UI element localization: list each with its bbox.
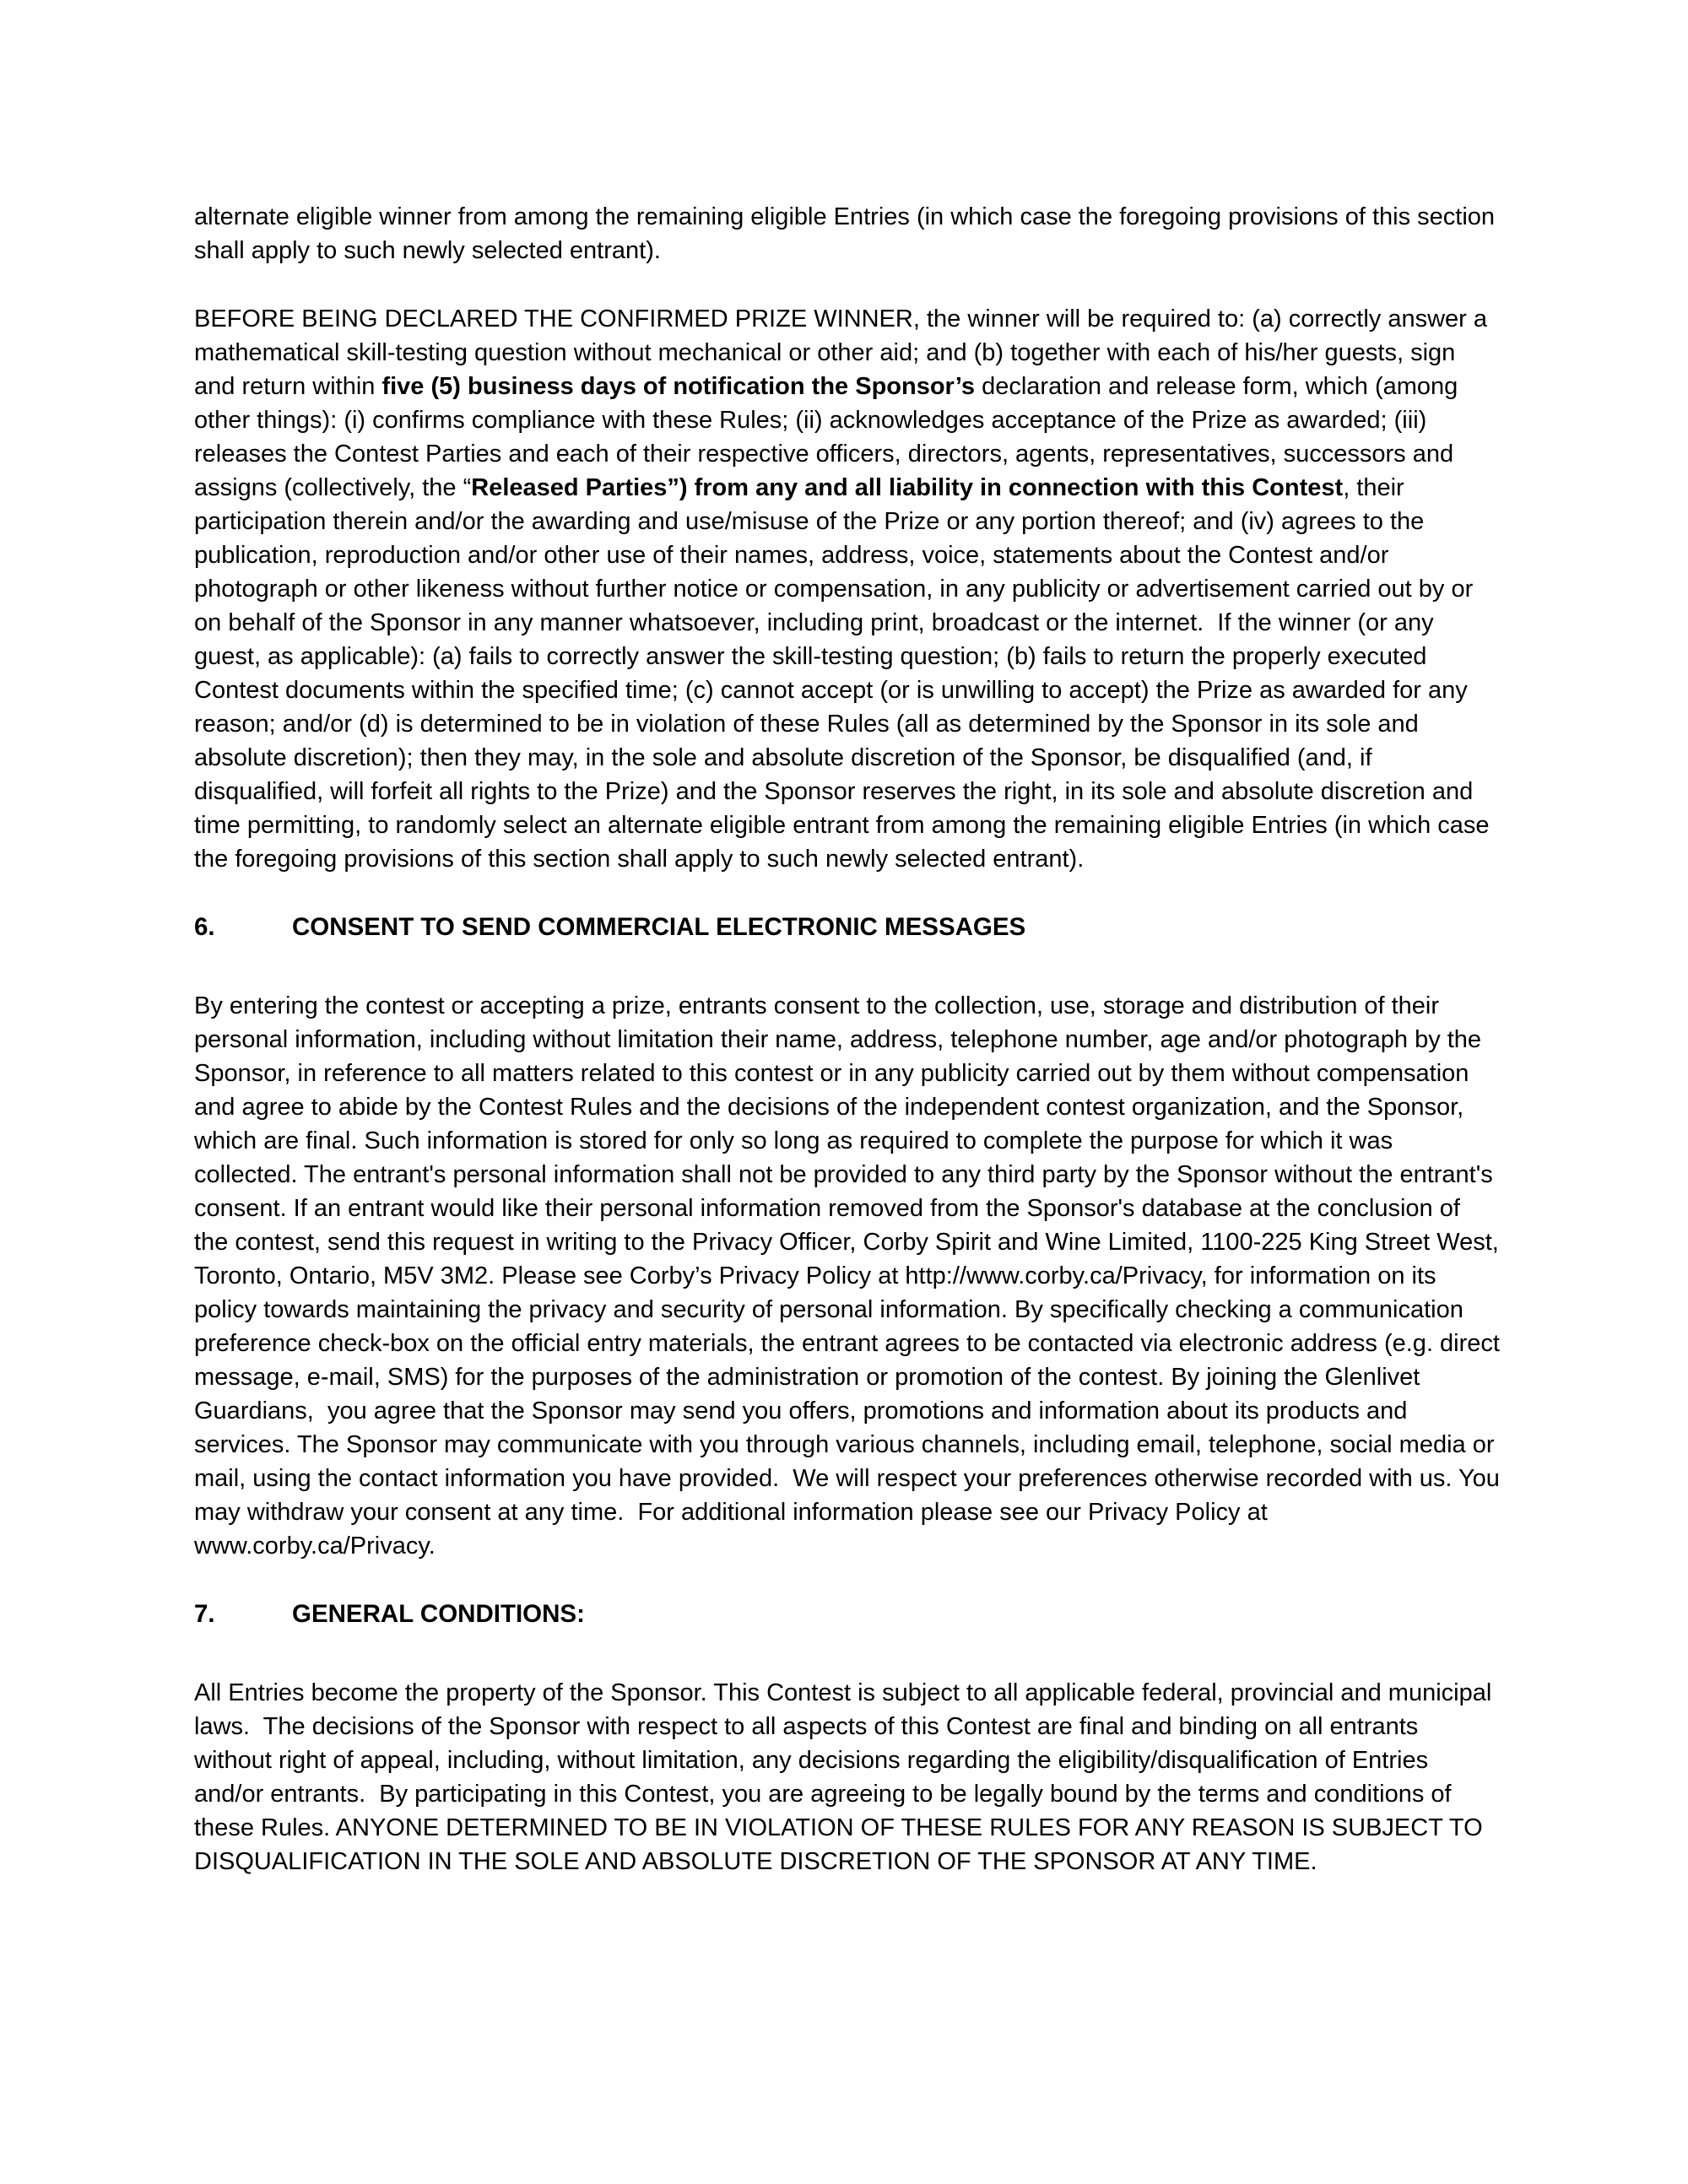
bold-text-run-released-parties: Released Parties”) from any and all liability in connection with this Contest: [471, 474, 1344, 501]
paragraph-general-conditions: [194, 1676, 1501, 1879]
text-run: All Entries become the property of the Sponsor. This Contest is subject to all applicable federal, provincial and municipal laws. The decisions of the Sponsor with respect to all aspects of this Contest are final and binding on all entrants without right of appeal, including, without limitation, any decisions regarding the eligibility/disqualification of Entries and/or entrants. By participating in this Contest, you are agreeing to be legally bound by the terms and conditions of these Rules. ANYONE DETERMINED TO BE IN VIOLATION OF THESE RULES FOR ANY REASON IS SUBJECT TO DISQUALIFICATION IN THE SOLE AND ABSOLUTE DISCRETION OF THE SPONSOR AT ANY TIME.: [194, 1679, 1499, 1875]
section-7-title: GENERAL CONDITIONS:: [292, 1600, 585, 1628]
section-6-number: 6.: [194, 913, 215, 941]
section-7-number: 7.: [194, 1600, 215, 1628]
document-body: [194, 200, 1507, 1913]
paragraph-confirmed-prize-winner: [194, 302, 1501, 876]
section-7-heading: [194, 1597, 1501, 1631]
text-run: alternate eligible winner from among the remaining eligible Entries (in which case the foregoing provisions of this section shall apply to such newly selected entrant).: [194, 203, 1502, 264]
section-6-heading: [194, 911, 1501, 944]
text-run: By entering the contest or accepting a prize, entrants consent to the collection, use, storage and distribution of their personal information, including without limitation their name, address, telephone number, age and/or photograph by the Sponsor, in reference to all matters related to this contest or in any publicity carried out by them without compensation and agree to abide by the Contest Rules and the decisions of the independent contest organization, and the Sponsor, which are final. Such information is stored for only so long as required to complete the purpose for which it was collected. The entrant's personal information shall not be provided to any third party by the Sponsor without the entrant's consent. If an entrant would like their personal information removed from the Sponsor's database at the conclusion of the contest, send this request in writing to the Privacy Officer, Corby Spirit and Wine Limited, 1100-225 King Street West, Toronto, Ontario, M5V 3M2. Please see Corby’s Privacy Policy at http://www.corby.ca/Privacy, for information on its policy towards maintaining the privacy and security of personal information. By specifically checking a communication preference check-box on the official entry materials, the entrant agrees to be contacted via electronic address (e.g. direct message, e-mail, SMS) for the purposes of the administration or promotion of the contest. By joining the Glenlivet Guardians, you agree that the Sponsor may send you offers, promotions and information about its products and services. The Sponsor may communicate with you through various channels, including email, telephone, social media or mail, using the contact information you have provided. We will respect your preferences otherwise recorded with us. You may withdraw your consent at any time. For additional information please see our Privacy Policy at www.corby.ca/Privacy.: [194, 992, 1507, 1560]
text-run: , their participation therein and/or the awarding and use/misuse of the Prize or any portion thereof; and (iv) agrees to the publication, reproduction and/or other use of their names, address, voice, statements about the Contest and/or photograph or other likeness without further notice or compensation, in any publicity or advertisement carried out by or on behalf of the Sponsor in any manner whatsoever, including print, broadcast or the internet. If the winner (or any guest, as applicable): (a) fails to correctly answer the skill-testing question; (b) fails to return the properly executed Contest documents within the specified time; (c) cannot accept (or is unwilling to accept) the Prize as awarded for any reason; and/or (d) is determined to be in violation of these Rules (all as determined by the Sponsor in its sole and absolute discretion); then they may, in the sole and absolute discretion of the Sponsor, be disqualified (and, if disqualified, will forfeit all rights to the Prize) and the Sponsor reserves the right, in its sole and absolute discretion and time permitting, to randomly select an alternate eligible entrant from among the remaining eligible Entries (in which case the foregoing provisions of this section shall apply to such newly selected entrant).: [194, 474, 1496, 873]
paragraph-alternate-winner-carryover: [194, 200, 1501, 268]
paragraph-consent-electronic-messages: [194, 989, 1507, 1563]
section-6-title: CONSENT TO SEND COMMERCIAL ELECTRONIC MESSAGES: [292, 913, 1026, 941]
text-run: declaration and release form, which (among other things): (i) confirms compliance with these Rules; (ii) acknowledges acceptance of the Prize as awarded; (iii) releases the Contest Parties and each of their respective officers, directors, agents, representatives, successors and assigns (collectively, the “: [194, 373, 1465, 501]
text-run: BEFORE BEING DECLARED THE CONFIRMED PRIZE WINNER, the winner will be required to: (a) correctly answer a mathematical skill-testing question without mechanical or other aid; and (b) together with each of his/her guests, sign and return within: [194, 305, 1495, 400]
bold-text-run-notification-period: five (5) business days of notification the Sponsor’s: [381, 373, 976, 400]
